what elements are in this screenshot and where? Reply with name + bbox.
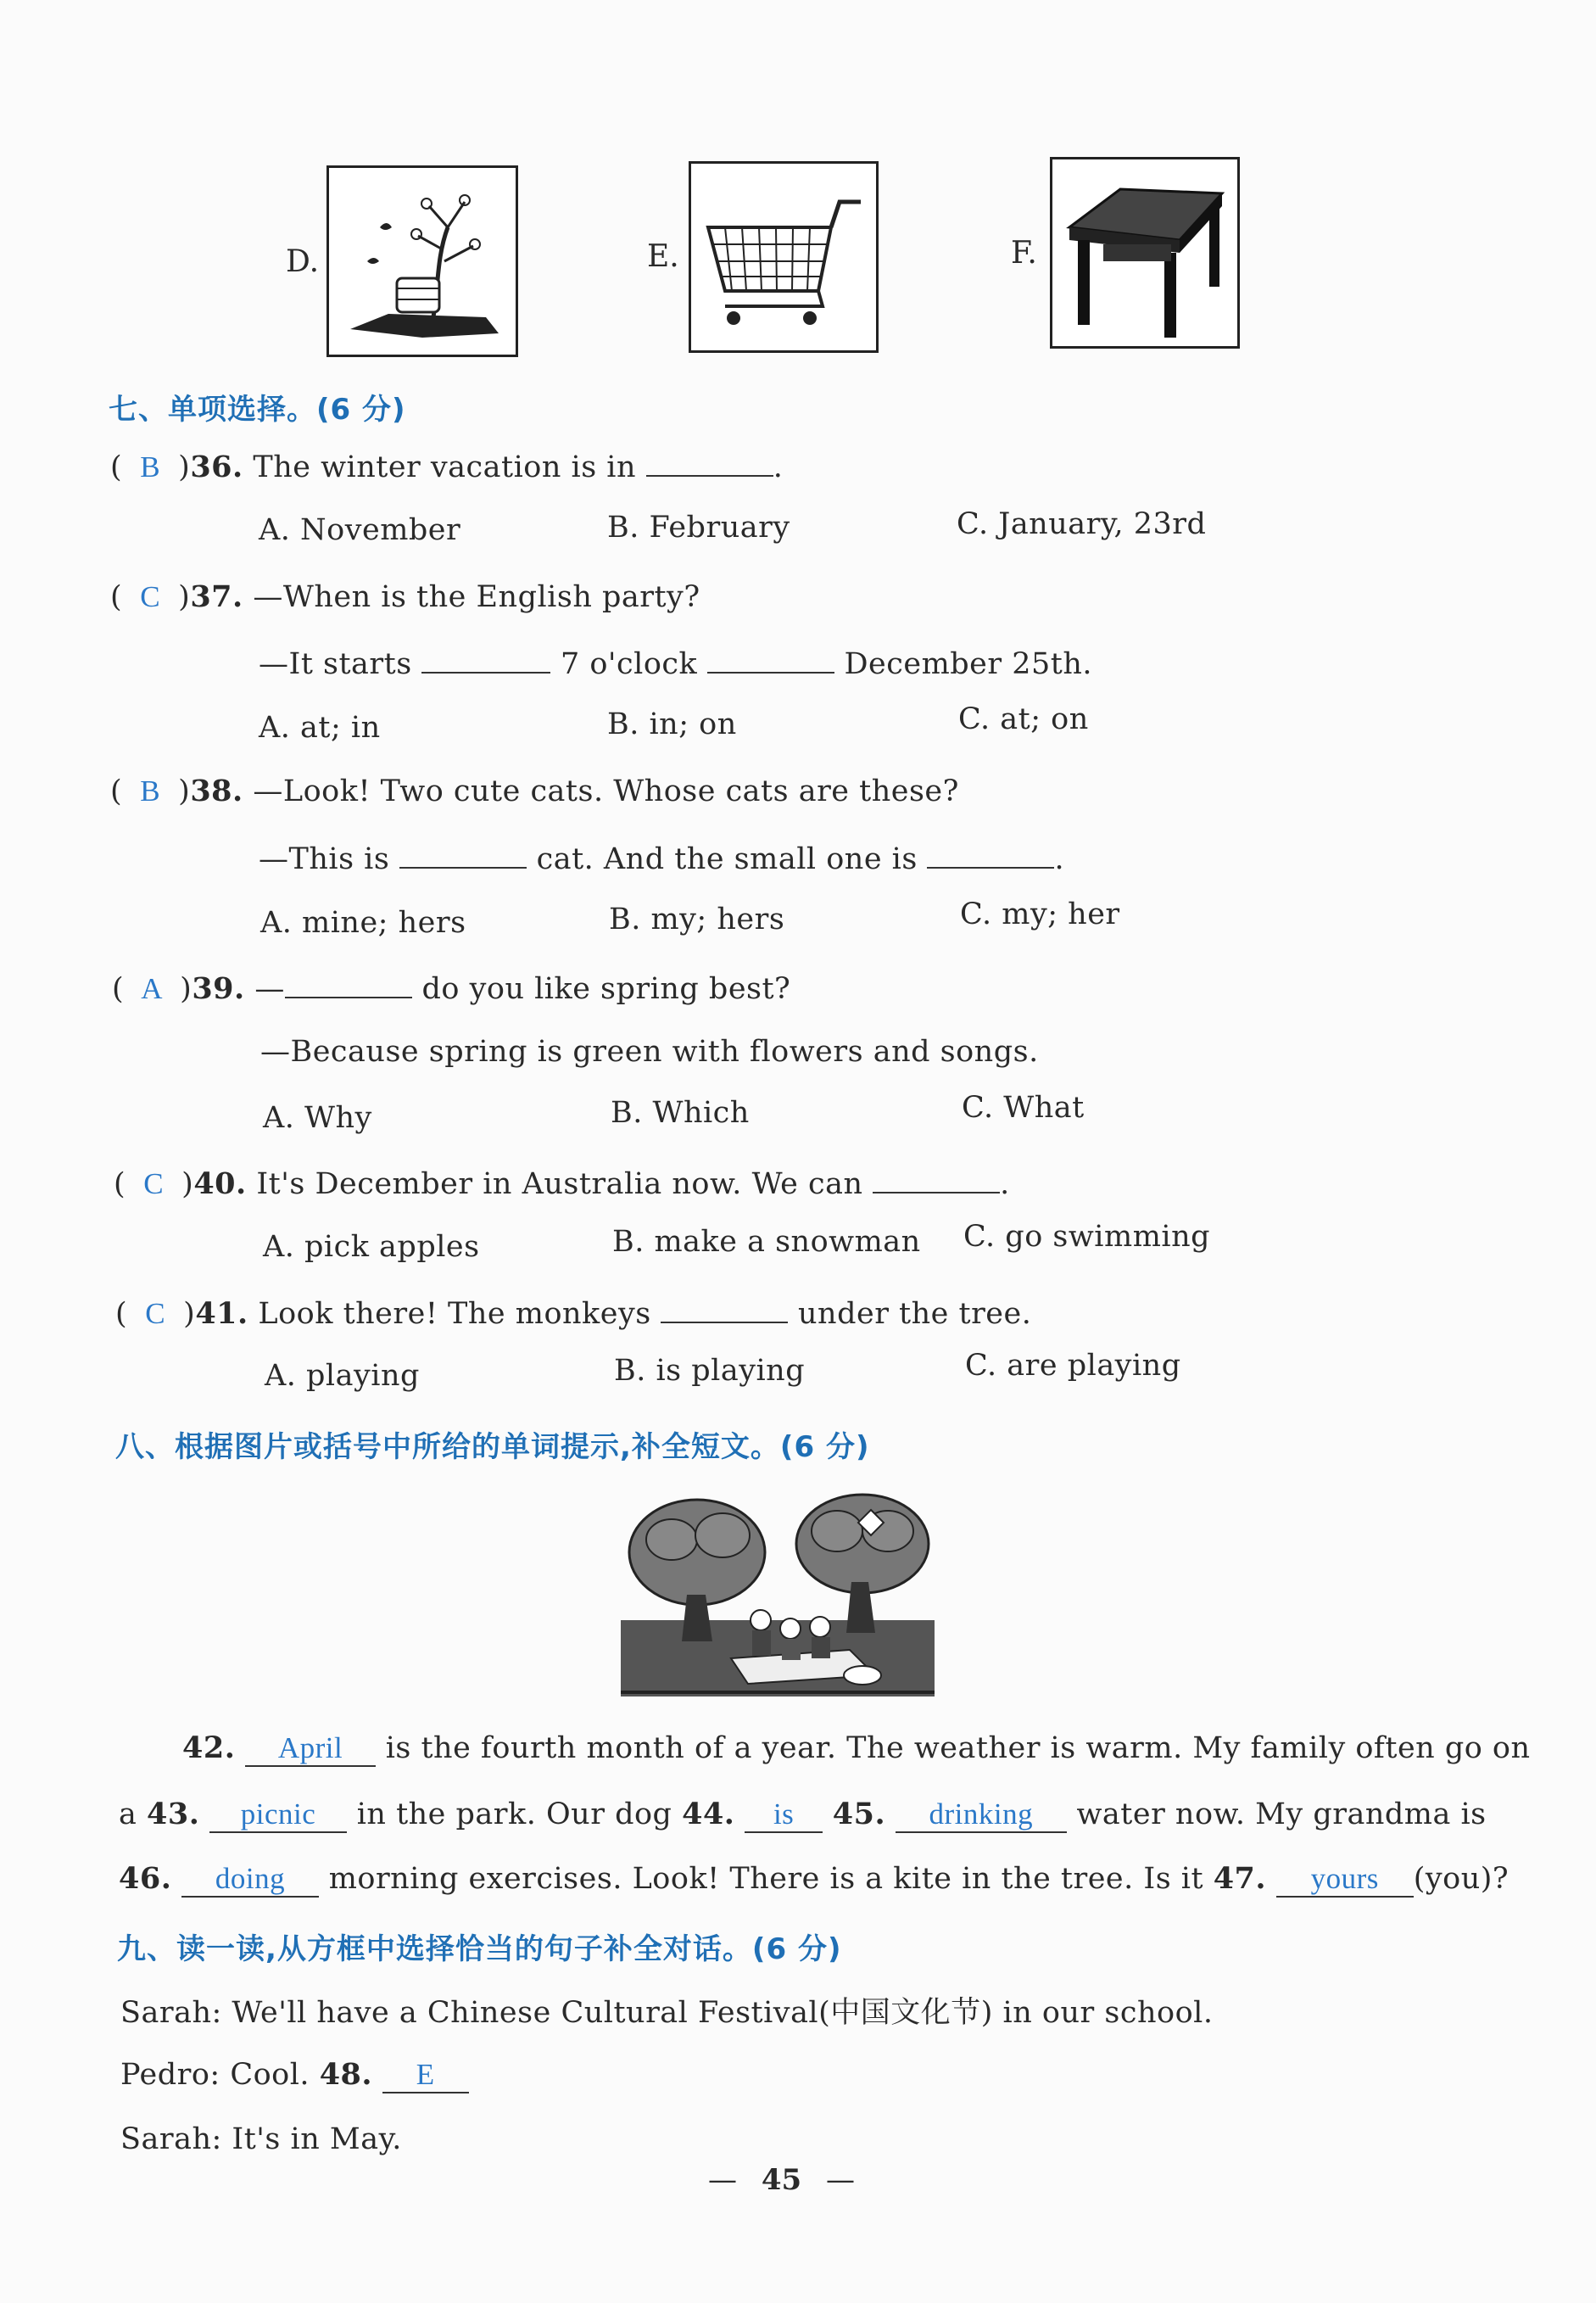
question-stem: —When is the English party? (253, 580, 700, 614)
section-9-title: 九、读一读,从方框中选择恰当的句子补全对话。(6 分) (117, 1932, 842, 1966)
answer-44: is (745, 1797, 823, 1833)
option-e-label: E. (647, 239, 679, 274)
answer-blank (421, 645, 550, 674)
question-stem: do you like spring best? (421, 972, 791, 1006)
answer-43: picnic (209, 1797, 347, 1833)
option-b: B. Which (611, 1096, 750, 1130)
answer-36: B (140, 450, 161, 484)
shopping-cart-image (689, 161, 879, 353)
option-a: A. November (259, 513, 461, 547)
answer-46: doing (181, 1862, 319, 1898)
question-41: ( C )41. Look there! The monkeys under the tree. (115, 1296, 1032, 1331)
answer-48: E (382, 2058, 469, 2093)
dialogue-text: Pedro: Cool. (120, 2058, 310, 2092)
question-stem-end: . (1000, 1167, 1010, 1201)
apple-tree-basket-image (326, 165, 518, 357)
question-38-line2 (259, 840, 1064, 876)
question-38: ( B )38. —Look! Two cute cats. Whose cats are these? (110, 774, 959, 808)
question-stem: Look there! The monkeys (258, 1297, 651, 1331)
section-7-title: 七、单项选择。(6 分) (109, 393, 406, 427)
section-8-title: 八、根据图片或括号中所给的单词提示,补全短文。(6 分) (115, 1430, 870, 1464)
question-39: ( A )39. — do you like spring best? (112, 971, 791, 1006)
line-text: 7 o'clock (560, 647, 698, 681)
option-b: B. my; hers (609, 903, 785, 936)
option-b: B. is playing (614, 1354, 806, 1388)
desk-image (1050, 157, 1240, 349)
blank-number-44: 44. (682, 1797, 735, 1831)
question-number: 41. (195, 1296, 248, 1331)
question-37: ( C )37. —When is the English party? (110, 579, 700, 614)
answer-37: C (140, 580, 161, 613)
option-f-label: F. (1011, 236, 1037, 271)
dash: — (254, 972, 285, 1006)
question-36: ( B )36. The winter vacation is in . (110, 450, 784, 484)
passage-line-3 (119, 1861, 1509, 1898)
question-stem: The winter vacation is in (253, 450, 637, 484)
passage-text: water now. My grandma is (1076, 1797, 1487, 1831)
option-c: C. What (962, 1091, 1085, 1125)
question-39-line2: —Because spring is green with flowers and songs. (260, 1035, 1039, 1069)
answer-blank (661, 1294, 788, 1323)
answer-blank (927, 840, 1054, 869)
page-number: 45 (761, 2163, 802, 2197)
option-a: A. Why (263, 1101, 372, 1135)
question-stem: It's December in Australia now. We can (256, 1167, 863, 1201)
option-c: C. at; on (958, 702, 1089, 736)
answer-42: April (245, 1731, 376, 1767)
blank-number-43: 43. (147, 1797, 200, 1831)
passage-text: in the park. Our dog (356, 1797, 672, 1831)
blank-number-46: 46. (119, 1861, 172, 1896)
question-number: 37. (190, 579, 243, 614)
option-c: C. go swimming (963, 1220, 1211, 1254)
option-b: B. February (607, 511, 790, 545)
line-text: December 25th. (844, 647, 1093, 681)
blank-number-42: 42. (182, 1730, 236, 1765)
question-number: 36. (190, 450, 243, 484)
dialogue-line-3: Sarah: It's in May. (120, 2122, 402, 2156)
question-stem-end: . (773, 450, 784, 484)
line-text: cat. And the small one is (536, 842, 918, 876)
answer-blank (646, 448, 773, 477)
blank-number-48: 48. (319, 2057, 373, 2092)
question-stem: —Look! Two cute cats. Whose cats are these? (253, 774, 959, 808)
question-37-line2 (259, 645, 1092, 681)
apple-tree-basket-icon (329, 168, 516, 355)
page-footer (708, 2163, 855, 2197)
option-b: B. make a snowman (612, 1225, 921, 1259)
option-b: B. in; on (607, 707, 737, 741)
option-d-label: D. (286, 244, 320, 279)
answer-39: A (141, 972, 164, 1005)
line-text: —It starts (259, 647, 412, 681)
option-c: C. January, 23rd (957, 507, 1207, 541)
desk-icon (1052, 159, 1237, 346)
shopping-cart-icon (691, 164, 876, 350)
option-c: C. my; her (960, 897, 1120, 931)
passage-text: is the fourth month of a year. The weather is warm. My family often go on (385, 1731, 1531, 1765)
passage-text: (you)? (1413, 1862, 1510, 1896)
question-number: 38. (190, 774, 243, 808)
answer-blank (399, 840, 527, 869)
passage-line-1 (182, 1730, 1531, 1767)
line-text: . (1054, 842, 1065, 876)
question-number: 40. (193, 1166, 247, 1201)
answer-38: B (140, 774, 161, 808)
passage-text: morning exercises. Look! There is a kite in the tree. Is it (328, 1862, 1204, 1896)
answer-41: C (145, 1297, 166, 1330)
option-a: A. at; in (259, 711, 381, 745)
footer-dash-left: — (708, 2163, 737, 2197)
answer-40: C (143, 1167, 165, 1200)
dialogue-line-1: Sarah: We'll have a Chinese Cultural Festival(中国文化节) in our school. (120, 1996, 1214, 2030)
question-stem-end: under the tree. (798, 1297, 1032, 1331)
passage-text: a (119, 1797, 137, 1831)
blank-number-47: 47. (1213, 1861, 1267, 1896)
family-picnic-park-icon (621, 1493, 935, 1697)
footer-dash-right: — (825, 2163, 855, 2197)
line-text: —This is (259, 842, 390, 876)
question-40: ( C )40. It's December in Australia now. We can . (114, 1166, 1010, 1201)
answer-47: yours (1276, 1862, 1414, 1898)
answer-blank (285, 970, 412, 998)
passage-line-2 (119, 1797, 1487, 1833)
option-a: A. mine; hers (260, 906, 466, 940)
blank-number-45: 45. (832, 1797, 886, 1831)
option-a: A. pick apples (263, 1230, 480, 1264)
option-a: A. playing (265, 1359, 420, 1393)
question-number: 39. (192, 971, 245, 1006)
family-picnic-image (621, 1493, 935, 1697)
answer-45: drinking (896, 1797, 1067, 1833)
answer-blank (873, 1165, 1000, 1193)
answer-blank (707, 645, 834, 674)
option-c: C. are playing (965, 1349, 1181, 1383)
dialogue-line-2 (120, 2057, 469, 2093)
